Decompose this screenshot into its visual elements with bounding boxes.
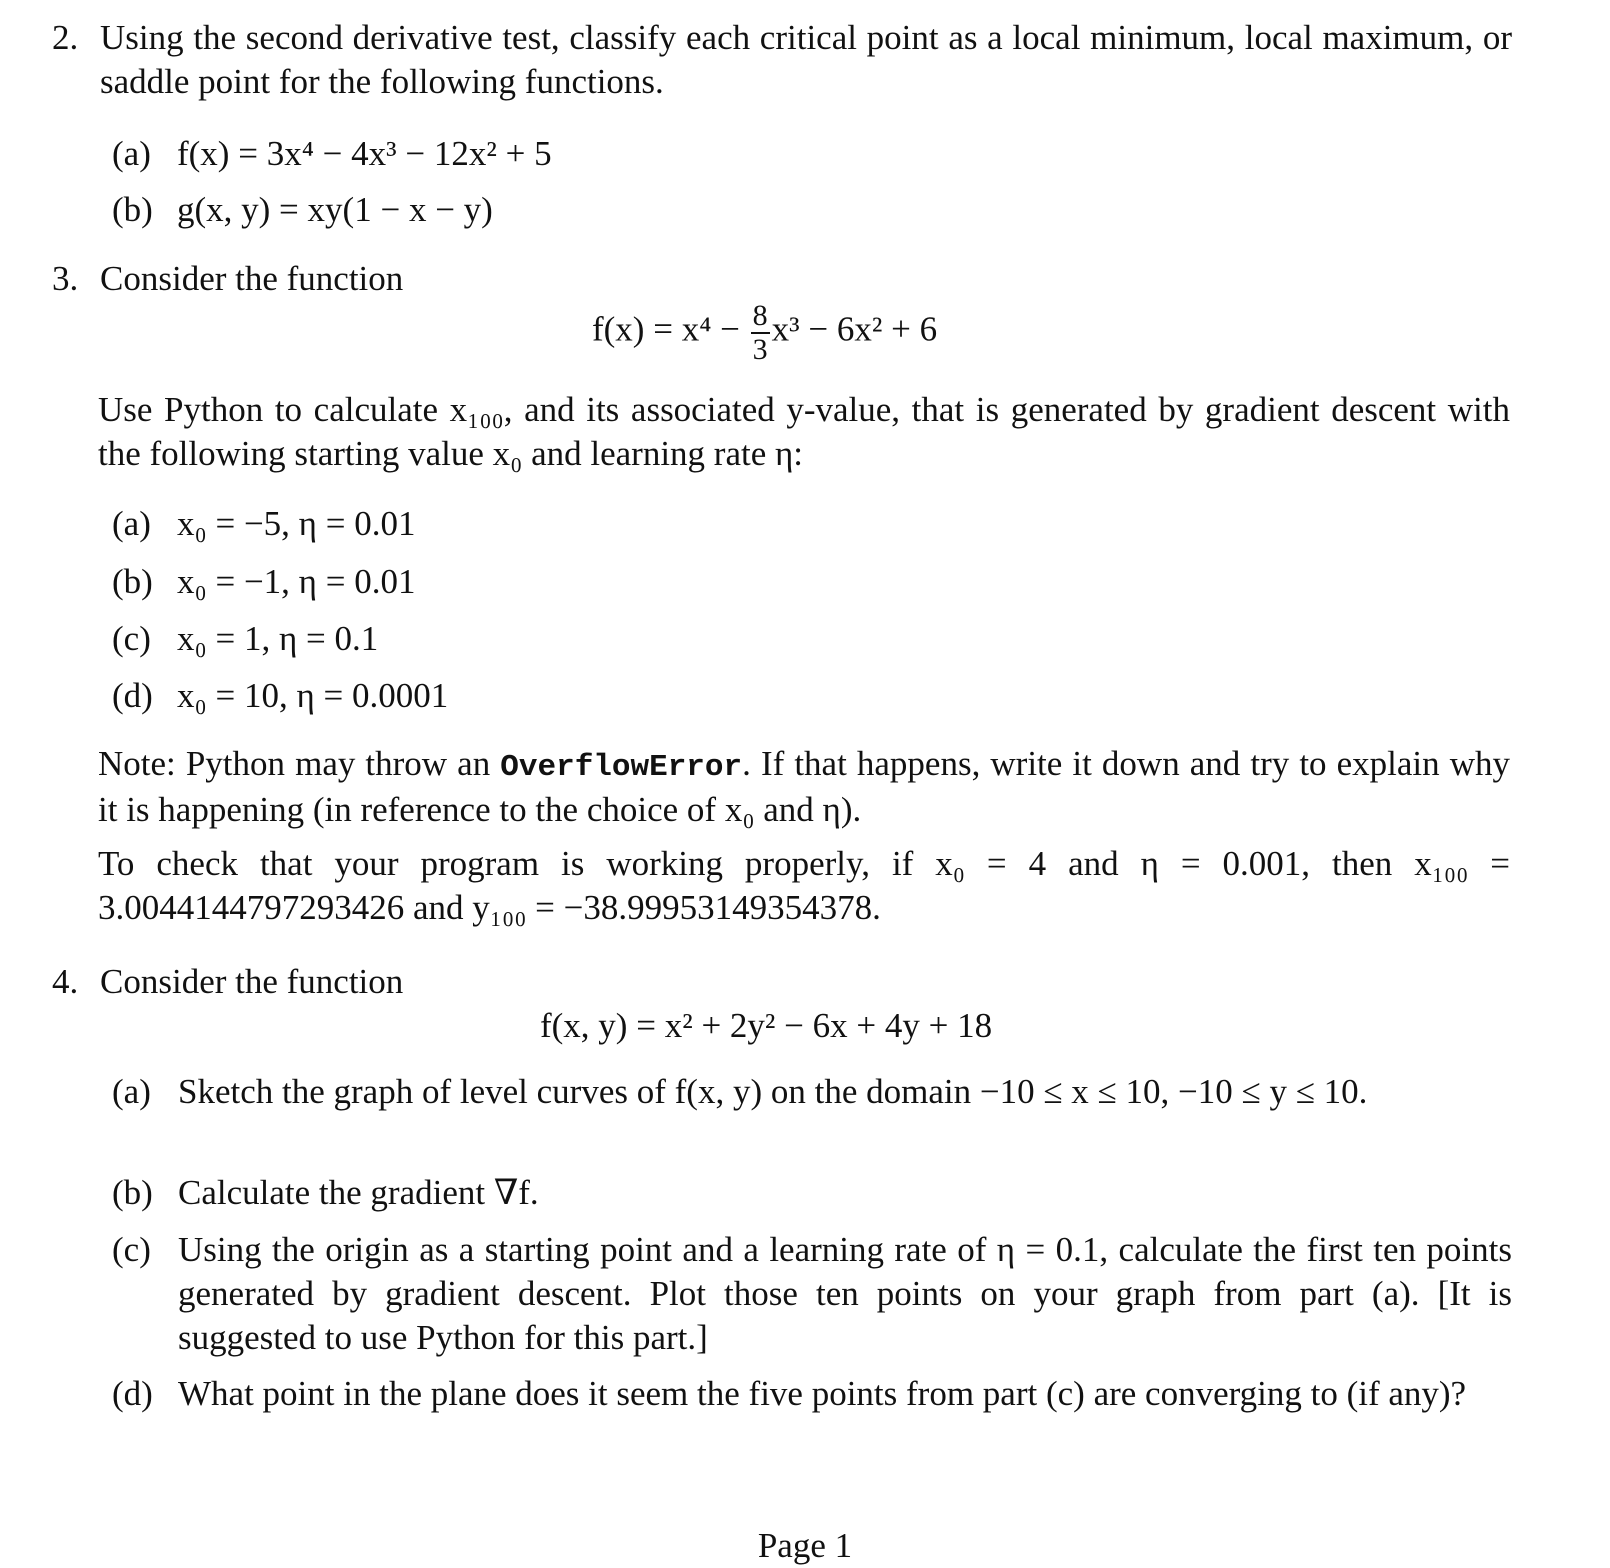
problem-3-instruction: Use Python to calculate x₁₀₀, and its associated y-value, that is generated by gradient descent with the following starting value x₀ and learning rate η:	[98, 390, 1510, 473]
document-page: 2. Using the second derivative test, classify each critical point as a local minimum, local maximum, or saddle point for the following functions. (a) f(x) = 3x⁴ − 4x³ − 12x² + 5 (b) g(x, y) = xy(1 − x − y) 3. Consider the function f(x) = x⁴ − $\frac{8}{3}$ x³ − 6x² + 6 Use Python to calculate x₁₀₀, and its associated y-value, that is generated by gradient descent with the following starting value x₀ and learning rate η: (a) x₀ = −5, η = 0.01 (b) x₀ = −1, η = 0.01 (c) x₀ = 1, η = 0.1 (d) x₀ = 10, η = 0.0001 Note: Python may throw an OverflowError. If that happens, write it down and try to explain why it is happening (in reference to the choice of x₀ and η). To check that your program is working properly, if x₀ = 4 and η = 0.001, then x₁₀₀ = 3.0044144797293426 and y₁₀₀ = −38.99953149354378. 4. Consider the function f(x, y) = x² + 2y² − 6x + 4y + 18 (a) Sketch the graph of level curves of f(x, y) on the domain −10 ≤ x ≤ 10, −10 ≤ y ≤ 10. (b) Calculate the gradient ∇f. (c) Using the origin as a starting point and a learning rate of η = 0.1, calculate the first ten points generated by gradient descent. Plot those ten points on your graph from part (a). [It is suggested to use Python for this part.] (d) What point in the plane does it seem the five points from part (c) are converging to (if any)? Page 1	[0, 0, 1610, 1538]
problem-2-item-b-text: g(x, y) = xy(1 − x − y)	[177, 190, 493, 229]
problem-2-item-a-text: f(x) = 3x⁴ − 4x³ − 12x² + 5	[177, 134, 552, 173]
problem-3-intro: Consider the function	[100, 259, 404, 298]
problem-2-item-a: (a) f(x) = 3x⁴ − 4x³ − 12x² + 5	[112, 134, 552, 173]
problem-3-check: To check that your program is working properly, if x₀ = 4 and η = 0.001, then x₁₀₀ = 3.0044144797293426 and y₁₀₀ = −38.99953149354378.	[98, 844, 1510, 927]
page-footer: Page 1	[757, 1526, 853, 1565]
problem-3-item-d: (d) x₀ = 10, η = 0.0001	[112, 676, 449, 715]
problem-4-number: 4.	[52, 962, 79, 1001]
problem-4-intro: Consider the function	[100, 962, 404, 1001]
problem-3-item-a: (a) x₀ = −5, η = 0.01	[112, 504, 416, 543]
problem-2-item-b: (b) g(x, y) = xy(1 − x − y)	[112, 190, 493, 229]
problem-4-equation: f(x, y) = x² + 2y² − 6x + 4y + 18	[540, 1006, 993, 1045]
problem-3-note: Note: Python may throw an OverflowError. If that happens, write it down and try to explain why it is happening (in reference to the choice of x₀ and η).	[98, 744, 1510, 829]
problem-3-item-b: (b) x₀ = −1, η = 0.01	[112, 562, 416, 601]
overflow-error-code: OverflowError	[500, 750, 743, 785]
problem-2-number: 2.	[52, 18, 79, 57]
fraction-eight-thirds: $\frac{8}{3}$	[752, 299, 768, 366]
problem-3-number: 3.	[52, 259, 79, 298]
problem-3-equation: f(x) = x⁴ − $\frac{8}{3}$ x³ − 6x² + 6	[592, 299, 938, 366]
problem-2-intro: Using the second derivative test, classify each critical point as a local minimum, local maximum, or saddle point for the following functions.	[100, 18, 1512, 101]
problem-3-item-c: (c) x₀ = 1, η = 0.1	[112, 619, 379, 658]
